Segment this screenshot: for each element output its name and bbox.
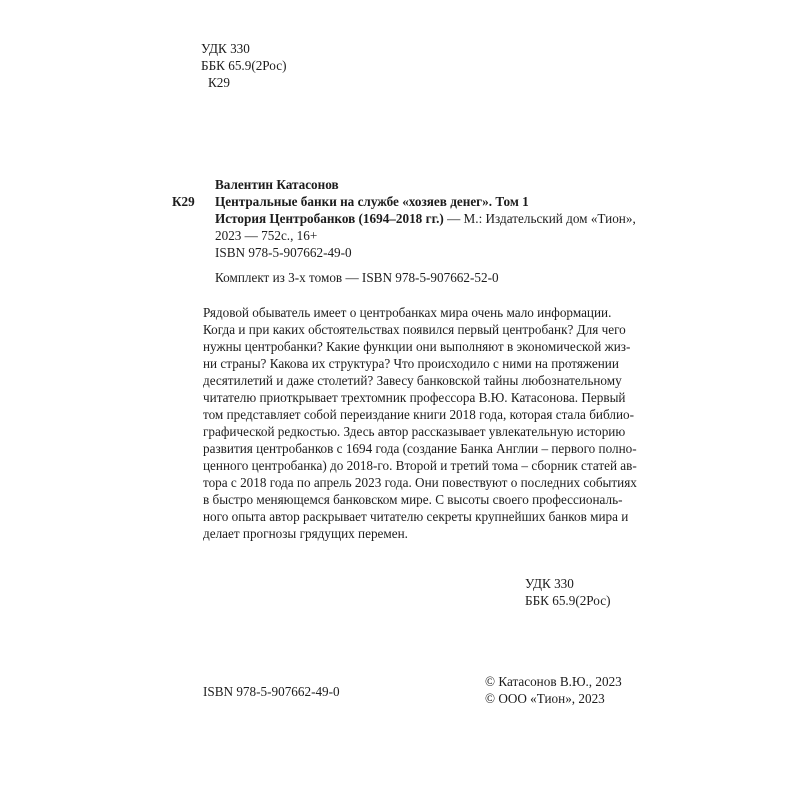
author-name: Валентин Катасонов bbox=[215, 177, 339, 192]
annotation-line: графической редкостью. Здесь автор рассказывает увлекательную историю bbox=[203, 424, 626, 439]
annotation-line: читателю приоткрывает трехтомник профессора В.Ю. Катасонова. Первый bbox=[203, 390, 626, 405]
annotation-line: тора с 2018 года по апрель 2023 года. Они повествуют о последних событиях bbox=[203, 475, 637, 490]
annotation-line: десятилетий и даже столетий? Завесу банковской тайны любознательному bbox=[203, 373, 622, 388]
annotation-line: ного опыта автор раскрывает читателю секреты крупнейших банков мира и bbox=[203, 509, 629, 524]
copyright-publisher: © ООО «Тион», 2023 bbox=[485, 691, 605, 706]
publisher-info: — М.: Издательский дом «Тион», bbox=[443, 211, 636, 226]
copyright-author: © Катасонов В.Ю., 2023 bbox=[485, 674, 622, 689]
annotation-line: развития центробанков с 1694 года (создание Банка Англии – первого полно- bbox=[203, 441, 637, 456]
annotation-line: нужны центробанки? Какие функции они выполняют в экономической жиз- bbox=[203, 339, 631, 354]
annotation-line: ценного центробанка) до 2018-го. Второй и третий тома – сборник статей ав- bbox=[203, 458, 637, 473]
annotation-line: Когда и при каких обстоятельствах появился первый центробанк? Для чего bbox=[203, 322, 626, 337]
set-isbn: Комплект из 3-х томов — ISBN 978-5-907662-52-0 bbox=[215, 270, 499, 285]
annotation-line: в быстро меняющемся банковском мире. С высоты своего профессиональ- bbox=[203, 492, 623, 507]
udk-code-top: УДК 330 bbox=[201, 41, 250, 56]
isbn-footer: ISBN 978-5-907662-49-0 bbox=[203, 684, 340, 699]
book-title: Центральные банки на службе «хозяев денег». Том 1 bbox=[215, 194, 529, 209]
annotation-line: том представляет собой переиздание книги 2018 года, которая стала библио- bbox=[203, 407, 634, 422]
annotation-line: делает прогнозы грядущих перемен. bbox=[203, 526, 408, 541]
bbk-code-top: ББК 65.9(2Рос) bbox=[201, 58, 287, 73]
bbk-code-bottom: ББК 65.9(2Рос) bbox=[525, 593, 611, 608]
publication-details: 2023 — 752с., 16+ bbox=[215, 228, 318, 243]
book-subtitle-line bbox=[215, 210, 636, 227]
annotation-line: Рядовой обыватель имеет о центробанках мира очень мало информации. bbox=[203, 305, 612, 320]
isbn-catalog: ISBN 978-5-907662-49-0 bbox=[215, 245, 352, 260]
author-mark-margin: К29 bbox=[172, 194, 195, 209]
author-mark-top: К29 bbox=[208, 75, 230, 90]
annotation-line: ни страны? Какова их структура? Что происходило с ними на протяжении bbox=[203, 356, 619, 371]
book-subtitle: История Центробанков (1694–2018 гг.) bbox=[215, 211, 444, 226]
udk-code-bottom: УДК 330 bbox=[525, 576, 574, 591]
